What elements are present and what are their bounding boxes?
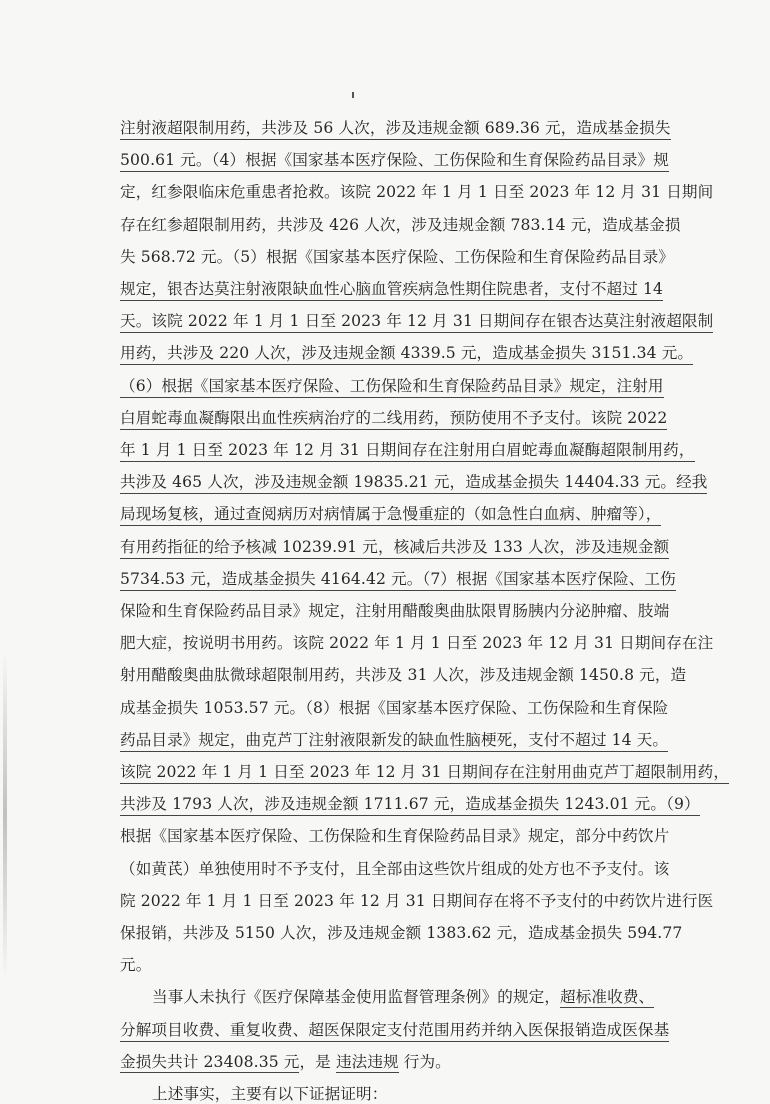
body-line-13: 局现场复核，通过查阅病历对病情属于急慢重症的（如急性白血病、肿瘤等）， [120, 504, 661, 526]
conclusion-intro: 当事人未执行《医疗保障基金使用监督管理条例》的规定， [152, 988, 561, 1007]
body-line-17: 肥大症，按说明书用药。该院 2022 年 1 月 1 日至 2023 年 12 月 31 日期间存在注 [120, 634, 714, 653]
body-line-14: 有用药指征的给予核减 10239.91 元，核减后共涉及 133 人次，涉及违规金额 [120, 537, 669, 559]
body-line-2: 500.61 元。（4）根据《国家基本医疗保险、工伤保险和生育保险药品目录》规 [120, 150, 669, 172]
scan-mark [352, 92, 354, 98]
conclusion-line-2: 分解项目收费、重复收费、超医保限定支付范围用药并纳入医保报销造成医保基 [120, 1020, 669, 1042]
scan-edge [3, 650, 7, 980]
evidence-intro: 上述事实，主要有以下证据证明： [152, 1085, 388, 1103]
body-line-9: （6）根据《国家基本医疗保险、工伤保险和生育保险药品目录》规定，注射用 [120, 376, 664, 398]
body-line-10: 白眉蛇毒血凝酶限出血性疾病治疗的二线用药，预防使用不予支付。该院 2022 [120, 408, 667, 430]
body-line-12: 共涉及 465 人次，涉及违规金额 19835.21 元，造成基金损失 14404.33 元。经我 [120, 472, 707, 494]
conclusion-is: ，是 [299, 1052, 331, 1071]
body-line-19: 成基金损失 1053.57 元。（8）根据《国家基本医疗保险、工伤保险和生育保险 [120, 698, 669, 717]
conclusion-total: 金损失共计 23408.35 元 [120, 1052, 300, 1071]
body-line-3: 定，红参限临床危重患者抢救。该院 2022 年 1 月 1 日至 2023 年 12 月 31 日期间 [120, 183, 714, 202]
conclusion-line-3 [120, 1052, 451, 1072]
body-line-15: 5734.53 元，造成基金损失 4164.42 元。（7）根据《国家基本医疗保险、工伤 [120, 569, 676, 591]
body-line-8: 用药，共涉及 220 人次，涉及违规金额 4339.5 元，造成基金损失 3151.34 元。 [120, 343, 693, 365]
body-line-5: 失 568.72 元。（5）根据《国家基本医疗保险、工伤保险和生育保险药品目录》 [120, 247, 675, 266]
body-line-4: 存在红参超限制用药，共涉及 426 人次，涉及违规金额 783.14 元，造成基金损 [120, 215, 681, 234]
body-line-16: 保险和生育保险药品目录》规定，注射用醋酸奥曲肽限胃肠胰内分泌肿瘤、肢端 [120, 602, 670, 620]
body-line-23: 根据《国家基本医疗保险、工伤保险和生育保险药品目录》规定，部分中药饮片 [120, 827, 670, 846]
body-line-20: 药品目录》规定，曲克芦丁注射液限新发的缺血性脑梗死，支付不超过 14 天。 [120, 730, 668, 752]
conclusion-underlined-1: 超标准收费、 [560, 988, 655, 1007]
body-line-21: 该院 2022 年 1 月 1 日至 2023 年 12 月 31 日期间存在注射用曲克芦丁超限制用药， [120, 762, 729, 784]
body-line-1: 注射液超限制用药，共涉及 56 人次，涉及违规金额 689.36 元，造成基金损失 [120, 118, 671, 140]
body-line-6: 规定，银杏达莫注射液限缺血性心脑血管疾病急性期住院患者，支付不超过 14 [120, 279, 663, 301]
body-line-22: 共涉及 1793 人次，涉及违规金额 1711.67 元，造成基金损失 1243.01 元。（9） [120, 794, 700, 816]
body-line-18: 射用醋酸奥曲肽微球超限制用药，共涉及 31 人次，涉及违规金额 1450.8 元，造 [120, 666, 687, 685]
body-line-11: 年 1 月 1 日至 2023 年 12 月 31 日期间存在注射用白眉蛇毒血凝酶超限制用药， [120, 440, 695, 462]
body-line-24: （如黄芪）单独使用时不予支付，且全部由这些饮片组成的处方也不予支付。该 [120, 859, 670, 878]
conclusion-line-1 [152, 987, 654, 1007]
body-line-7: 天。该院 2022 年 1 月 1 日至 2023 年 12 月 31 日期间存在银杏达莫注射液超限制 [120, 311, 713, 333]
body-line-25: 院 2022 年 1 月 1 日至 2023 年 12 月 31 日期间存在将不予支付的中药饮片进行医 [120, 891, 714, 910]
conclusion-end: 行为。 [403, 1052, 451, 1071]
conclusion-violation: 违法违规 [335, 1052, 399, 1071]
body-line-26: 保报销，共涉及 5150 人次，涉及违规金额 1383.62 元，造成基金损失 594.77 [120, 924, 683, 942]
body-line-27: 元。 [120, 956, 152, 975]
